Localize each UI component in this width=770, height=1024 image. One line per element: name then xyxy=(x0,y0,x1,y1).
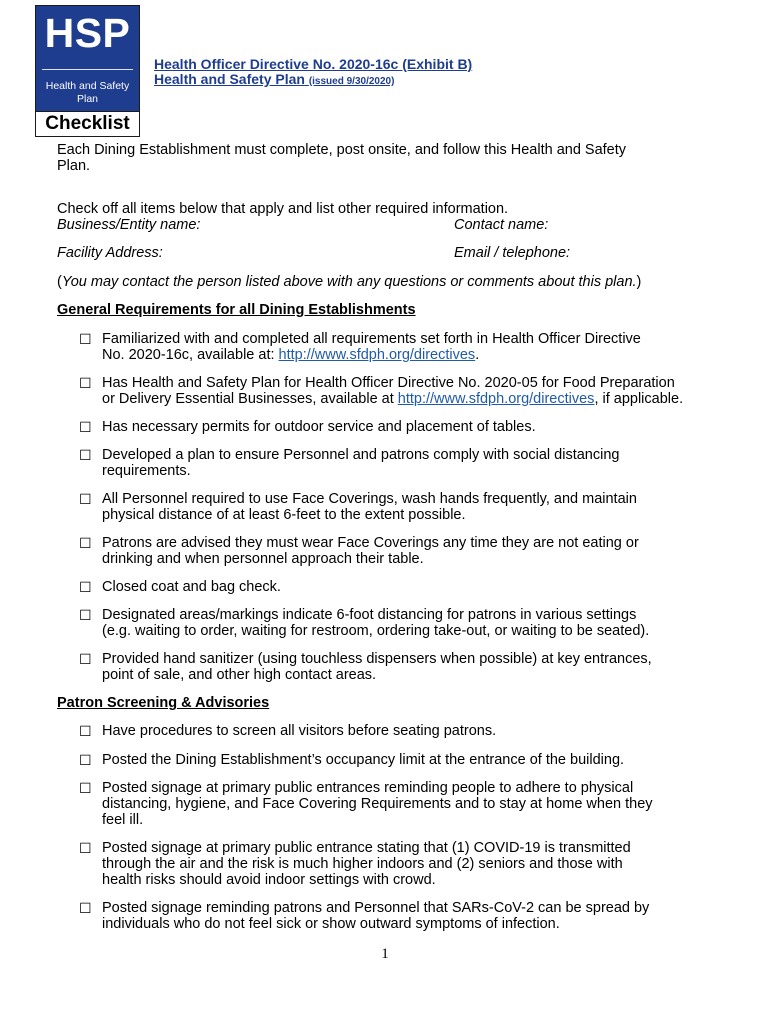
contact-name-field[interactable]: Contact name: xyxy=(454,217,549,233)
item-text: Familiarized with and completed all requirements set forth in Health Officer Directive xyxy=(102,331,641,347)
item-text: point of sale, and other high contact areas. xyxy=(102,667,377,683)
directives-link[interactable]: http://www.sfdph.org/directives xyxy=(278,347,476,363)
item-text: individuals who do not feel sick or show outward symptoms of infection. xyxy=(102,916,560,932)
checklist-tab: Checklist xyxy=(35,111,140,137)
item-text: physical distance of at least 6-feet to the extent possible. xyxy=(102,507,466,523)
checkbox[interactable]: ☐ xyxy=(79,375,92,391)
email-telephone-field[interactable]: Email / telephone: xyxy=(454,245,571,261)
item-text: (e.g. waiting to order, waiting for restroom, ordering take-out, or waiting to be seated). xyxy=(102,623,650,639)
item-text: Posted signage at primary public entrance stating that (1) COVID-19 is transmitted xyxy=(102,840,631,856)
item-text: distancing, hygiene, and Face Covering Requirements and to stay at home when they xyxy=(102,796,653,812)
checkbox[interactable]: ☐ xyxy=(79,651,92,667)
check-off-instruction: Check off all items below that apply and list other required information. xyxy=(57,201,509,217)
checkbox[interactable]: ☐ xyxy=(79,723,92,739)
checkbox[interactable]: ☐ xyxy=(79,840,92,856)
section-patron-heading: Patron Screening & Advisories xyxy=(57,695,270,711)
logo-subtitle-line2: Plan xyxy=(76,93,98,105)
section-general-heading: General Requirements for all Dining Establishments xyxy=(57,302,416,318)
item-text: Has necessary permits for outdoor service and placement of tables. xyxy=(102,419,536,435)
logo-subtitle xyxy=(36,80,139,106)
checkbox[interactable]: ☐ xyxy=(79,780,92,796)
plan-subtitle xyxy=(154,71,394,87)
item-text-line2 xyxy=(102,347,641,363)
intro-line1: Each Dining Establishment must complete, post onsite, and follow this Health and Safety xyxy=(57,142,627,158)
item-text: Has Health and Safety Plan for Health Officer Directive No. 2020-05 for Food Preparation xyxy=(102,375,675,391)
item-text: feel ill. xyxy=(102,812,144,828)
checkbox[interactable]: ☐ xyxy=(79,607,92,623)
business-name-field[interactable]: Business/Entity name: xyxy=(57,217,201,233)
item-text: drinking and when personnel approach their table. xyxy=(102,551,424,567)
item-text: Posted signage reminding patrons and Personnel that SARs-CoV-2 can be spread by xyxy=(102,900,650,916)
checkbox[interactable]: ☐ xyxy=(79,419,92,435)
item-text: Posted the Dining Establishment’s occupancy limit at the entrance of the building. xyxy=(102,752,625,768)
item-text: Have procedures to screen all visitors before seating patrons. xyxy=(102,723,497,739)
item-text-part: . xyxy=(475,347,480,363)
item-text: Provided hand sanitizer (using touchless dispensers when possible) at key entrances, xyxy=(102,651,652,667)
logo-subtitle-line1: Health and Safety xyxy=(45,80,130,92)
item-text: Posted signage at primary public entrances reminding people to adhere to physical xyxy=(102,780,634,796)
item-text: Developed a plan to ensure Personnel and patrons comply with social distancing xyxy=(102,447,620,463)
item-text-part: , if applicable. xyxy=(594,391,684,407)
logo-acronym: HSP xyxy=(44,10,131,56)
facility-address-field[interactable]: Facility Address: xyxy=(57,245,163,261)
logo-divider xyxy=(42,69,133,70)
item-text: health risks should avoid indoor settings with crowd. xyxy=(102,872,436,888)
item-text-part: No. 2020-16c, available at: xyxy=(102,347,279,363)
contact-note-text: You may contact the person listed above with any questions or comments about this plan. xyxy=(61,274,637,290)
hsp-logo xyxy=(35,5,140,112)
item-text: through the air and the risk is much higher indoors and (2) seniors and those with xyxy=(102,856,623,872)
checkbox[interactable]: ☐ xyxy=(79,331,92,347)
directive-title: Health Officer Directive No. 2020-16c (Exhibit B) xyxy=(154,56,473,72)
plan-subtitle-text: Health and Safety Plan xyxy=(154,71,305,87)
item-text: Patrons are advised they must wear Face Coverings any time they are not eating or xyxy=(102,535,639,551)
checkbox[interactable]: ☐ xyxy=(79,491,92,507)
item-text: Closed coat and bag check. xyxy=(102,579,281,595)
checkbox[interactable]: ☐ xyxy=(79,535,92,551)
checkbox[interactable]: ☐ xyxy=(79,579,92,595)
checkbox[interactable]: ☐ xyxy=(79,900,92,916)
issued-date: (issued 9/30/2020) xyxy=(308,76,395,87)
intro-line2: Plan. xyxy=(57,158,91,174)
contact-note xyxy=(57,274,641,290)
contact-note-close: ) xyxy=(636,274,642,290)
item-text: Designated areas/markings indicate 6-foot distancing for patrons in various settings xyxy=(102,607,637,623)
item-text: requirements. xyxy=(102,463,191,479)
page-number: 1 xyxy=(381,946,389,962)
item-text-part: or Delivery Essential Businesses, available at xyxy=(102,391,398,407)
directives-link[interactable]: http://www.sfdph.org/directives xyxy=(397,391,595,407)
contact-note-open: ( xyxy=(57,274,62,290)
item-text: All Personnel required to use Face Coverings, wash hands frequently, and maintain xyxy=(102,491,637,507)
checkbox[interactable]: ☐ xyxy=(79,752,92,768)
checkbox[interactable]: ☐ xyxy=(79,447,92,463)
item-text-line2 xyxy=(102,391,683,407)
